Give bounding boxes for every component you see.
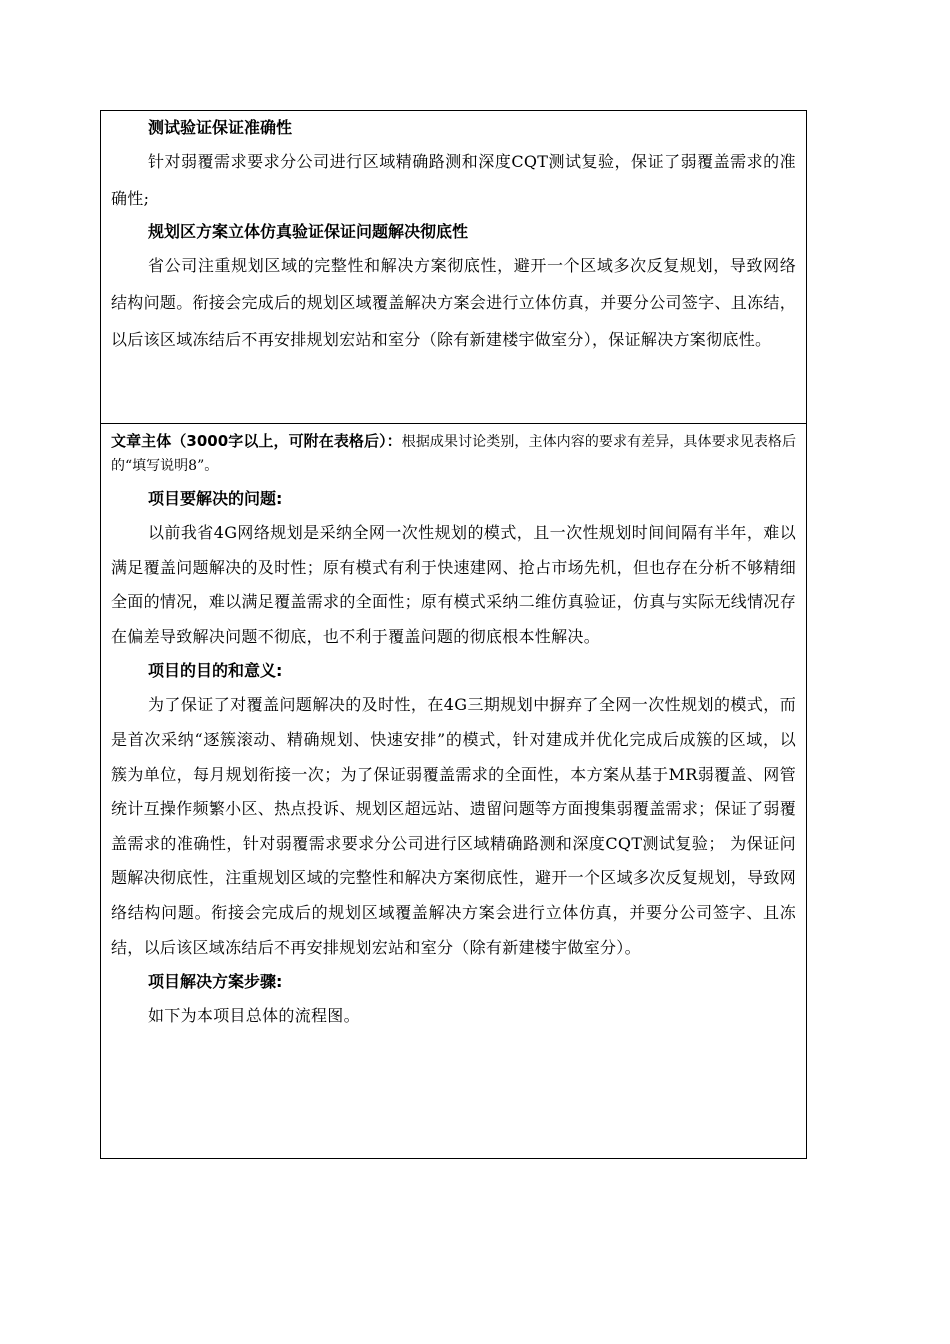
section-heading-purpose: 项目的目的和意义: — [148, 661, 283, 681]
paragraph-test-verification: 针对弱覆需求要求分公司进行区域精确路测和深度CQT测试复验，保证了弱覆盖需求的准确性; — [111, 152, 796, 208]
paragraph-purpose: 为了保证了对覆盖问题解决的及时性，在4G三期规划中摒弃了全网一次性规划的模式，而是首次采纳“逐簇滚动、精确规划、快速安排”的模式，针对建成并优化完成后成簇的区域，以簇为单位，每月规划衔接一次；为了保证弱覆盖需求的全面性，本方案从基于MR弱覆盖、网管统计互操作频繁小区、热点投诉、规划区超远站、遗留问题等方面搜集弱覆盖需求；保证了弱覆盖需求的准确性，针对弱覆需求要求分公司进行区域精确路测和深度CQT测试复验； 为保证问题解决彻底性，注重规划区域的完整性和解决方案彻底性，避开一个区域多次反复规划，导致网络结构问题。衔接会完成后的规划区域覆盖解决方案会进行立体仿真，并要分公司签字、且冻结，以后该区域冻结后不再安排规划宏站和室分（除有新建楼宇做室分）。 — [111, 695, 796, 957]
section-heading-steps: 项目解决方案步骤: — [148, 972, 283, 992]
paragraph-simulation: 省公司注重规划区域的完整性和解决方案彻底性，避开一个区域多次反复规划，导致网络结构问题。衔接会完成后的规划区域覆盖解决方案会进行立体仿真，并要分公司签字、且冻结，以后该区域冻结后不再安排规划宏站和室分（除有新建楼宇做室分），保证解决方案彻底性。 — [111, 256, 796, 349]
table-cell-main-body — [101, 424, 806, 1158]
main-body-intro-label: 文章主体（3000字以上，可附在表格后）： — [111, 432, 402, 450]
section-heading-test-verification: 测试验证保证准确性 — [148, 118, 293, 137]
table-cell-verification — [101, 111, 806, 424]
section-heading-problem: 项目要解决的问题: — [148, 489, 283, 508]
section-heading-simulation: 规划区方案立体仿真验证保证问题解决彻底性 — [148, 222, 469, 241]
document-table — [100, 110, 807, 1159]
paragraph-steps: 如下为本项目总体的流程图。 — [148, 1006, 360, 1026]
paragraph-problem: 以前我省4G网络规划是采纳全网一次性规划的模式，且一次性规划时间间隔有半年，难以满足覆盖问题解决的及时性；原有模式有利于快速建网、抢占市场先机，但也存在分析不够精细全面的情况，难以满足覆盖需求的全面性；原有模式采纳二维仿真验证，仿真与实际无线情况存在偏差导致解决问题不彻底，也不利于覆盖问题的彻底根本性解决。 — [111, 523, 796, 646]
main-body-intro-text: 根据成果讨论类别，主体内容的要求有差异，具体要求见表格后的“填写说明8”。 — [111, 434, 796, 474]
main-body-intro — [111, 429, 796, 478]
